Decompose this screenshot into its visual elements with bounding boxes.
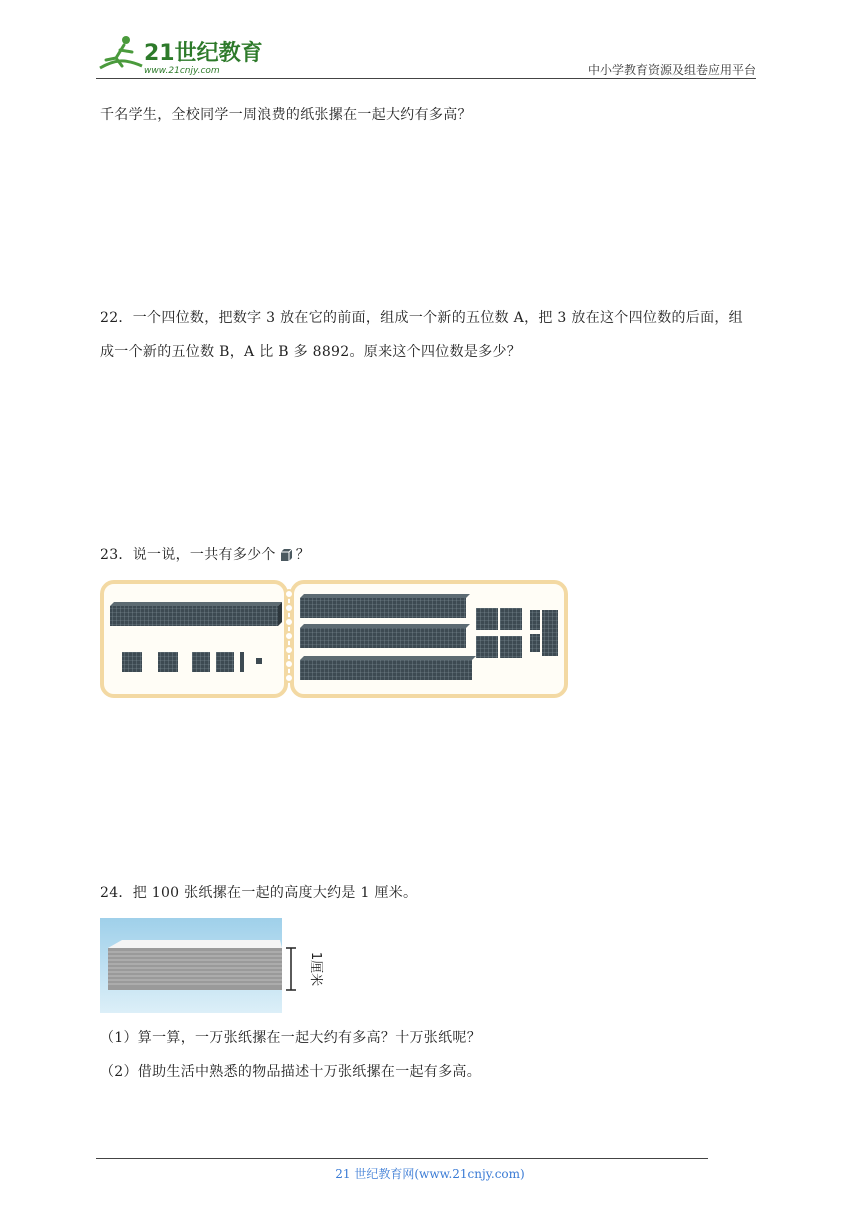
q24-part2: （2）借助生活中熟悉的物品描述十万张纸摞在一起有多高。 xyxy=(100,1064,482,1080)
site-logo xyxy=(94,30,264,80)
q21-continuation: 千名学生，全校同学一周浪费的纸张摞在一起大约有多高？ xyxy=(100,107,472,123)
q22-line2: 成一个新的五位数 B，A 比 B 多 8892。原来这个四位数是多少？ xyxy=(100,344,522,360)
logo-brand-text: 21世纪教育 xyxy=(144,41,263,66)
footer-link[interactable]: 21 世纪教育网(www.21cnjy.com) xyxy=(335,1167,525,1181)
q23-prompt xyxy=(100,540,310,573)
q24-paper-stack-figure xyxy=(100,918,325,1013)
header-tagline: 中小学教育资源及组卷应用平台 xyxy=(587,63,756,77)
q22-line1: 22．一个四位数，把数字 3 放在它的前面，组成一个新的五位数 A，把 3 放在这个四位数的后面，组 xyxy=(100,310,743,326)
left-panel xyxy=(102,582,286,696)
height-bracket xyxy=(286,948,296,990)
paper-stack xyxy=(108,940,282,990)
footer-divider xyxy=(96,1158,708,1159)
header-divider xyxy=(96,78,756,79)
small-cube-icon xyxy=(279,543,293,573)
q23-text: 23．说一说，一共有多少个 xyxy=(100,547,276,563)
q23-text-end: ？ xyxy=(295,547,311,563)
left-thousand-blocks xyxy=(110,602,282,626)
logo-site-text: www.21cnjy.com xyxy=(144,66,220,76)
logo-runner-icon xyxy=(94,30,264,80)
right-thousand-blocks xyxy=(300,594,476,680)
q23-blocks-figure xyxy=(100,580,570,700)
paper-height-label: 1厘米 xyxy=(308,951,323,987)
q24-part1: （1）算一算，一万张纸摞在一起大约有多高？十万张纸呢？ xyxy=(100,1030,482,1046)
q24-intro: 24．把 100 张纸摞在一起的高度大约是 1 厘米。 xyxy=(100,885,418,901)
